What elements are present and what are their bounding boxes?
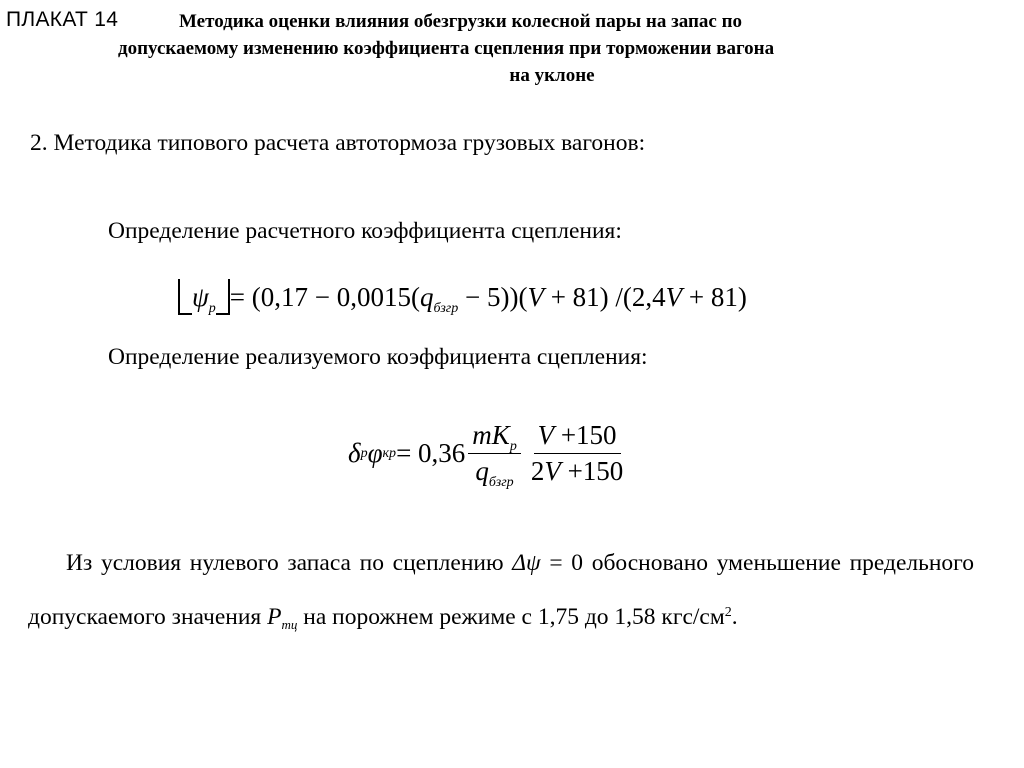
fraction-2-numerator: V +150 xyxy=(534,420,621,454)
title-line-1: Методика оценки влияния обезгрузки колесной пары на запас по xyxy=(179,11,743,32)
formula-calculated-adhesion xyxy=(178,279,747,315)
paragraph-indent xyxy=(28,550,66,576)
unit-superscript: 2 xyxy=(724,605,732,620)
formula1-part-d: + 81) xyxy=(682,282,747,312)
q-symbol: q xyxy=(419,282,434,312)
conclusion-paragraph xyxy=(28,536,974,644)
fraction-1-denominator: $q_{бзгр}$ xyxy=(475,456,514,490)
delta-symbol: δ xyxy=(348,438,361,468)
fraction-1 xyxy=(468,420,521,490)
p-subscript: тц xyxy=(281,617,298,632)
paragraph-part-1: Из условия нулевого запаса по сцеплению xyxy=(66,550,513,576)
psi-symbol: ψ xyxy=(192,282,209,312)
poster-number: ПЛАКАТ 14 xyxy=(6,8,119,31)
psi-subscript: р xyxy=(208,301,216,316)
formula-realized-adhesion: δ р φ кр = 0,36 $\frac{mK_р}{q_{бзгр}}$ $\frac{V +150}{2V +150}$ xyxy=(348,420,630,504)
q-subscript: бзгр xyxy=(433,301,459,316)
fraction-1-numerator: $mK_р$ xyxy=(468,420,521,454)
formula1-part-b: − 5))( xyxy=(458,282,528,312)
delta-psi-symbol: Δψ xyxy=(512,550,541,576)
formula2-equals: = 0,36 xyxy=(396,438,466,468)
paragraph-part-2: = 0 обосновано уменьшение предельного допускаемого значения xyxy=(28,550,974,630)
bracket-right xyxy=(216,279,230,315)
paragraph-part-3: на порожнем режиме с 1,75 до 1,58 кгс/см xyxy=(297,604,725,630)
subheading-realized-coefficient: Определение реализуемого коэффициента сцепления: xyxy=(108,344,648,370)
fraction-2-denominator: 2V +150 xyxy=(530,456,624,486)
formula1-part-a: = (0,17 − 0,0015( xyxy=(229,282,420,312)
v-symbol-1: V xyxy=(527,282,544,312)
title-line-2: допускаемому изменению коэффициента сцепления при торможении вагона xyxy=(118,38,775,59)
page-title xyxy=(118,8,986,89)
formula1-part-c: + 81) /(2,4 xyxy=(543,282,666,312)
phi-symbol: φ xyxy=(367,438,383,468)
section-heading: 2. Методика типового расчета автотормоза грузовых вагонов: xyxy=(30,130,646,156)
title-line-3: на уклоне xyxy=(509,65,595,86)
fraction-2 xyxy=(527,420,627,487)
subheading-calculated-coefficient: Определение расчетного коэффициента сцепления: xyxy=(108,218,622,244)
v-symbol-2: V xyxy=(665,282,683,312)
paragraph-part-4: . xyxy=(731,604,738,630)
p-symbol: Р xyxy=(267,604,282,630)
bracket-left xyxy=(178,279,192,315)
